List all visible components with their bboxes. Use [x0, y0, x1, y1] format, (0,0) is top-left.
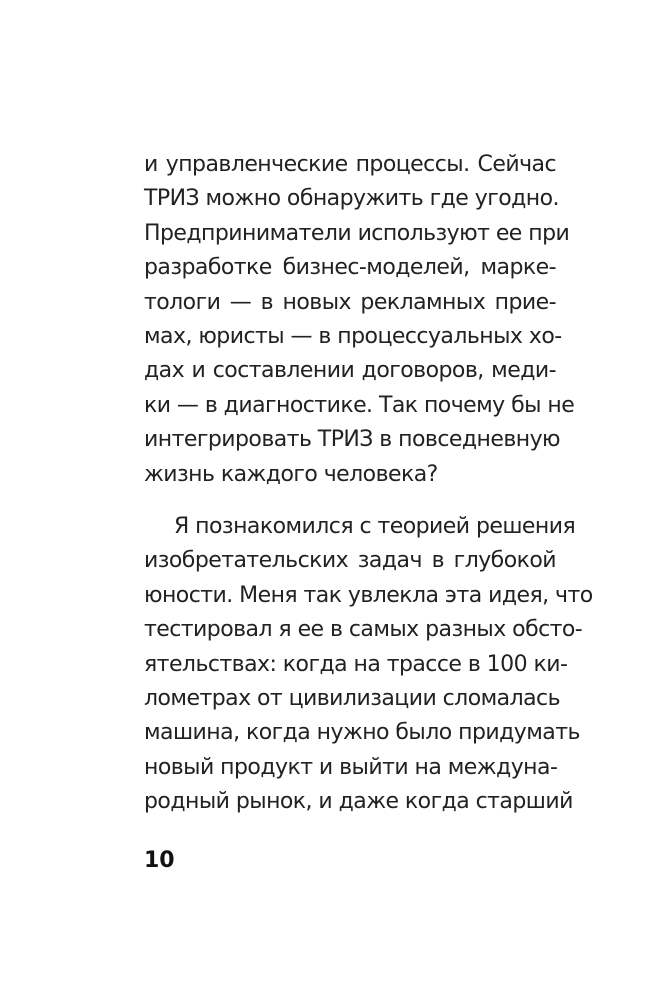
text-line: дах и составлении договоров, меди- — [144, 358, 556, 384]
text-line: ТРИЗ можно обнаружить где угодно. — [144, 186, 559, 212]
text-line: ятельствах: когда на трассе в 100 ки- — [144, 651, 568, 677]
text-line: тестировал я ее в самых разных обсто- — [144, 617, 583, 643]
text-line: и управленческие процессы. Сейчас — [144, 152, 556, 177]
text-line: жизнь каждого человека? — [144, 461, 438, 487]
text-line: машина, когда нужно было придумать — [144, 720, 580, 746]
text-line: Предприниматели используют ее при — [144, 220, 570, 246]
text-line: ки — в диагностике. Так почему бы не — [144, 392, 575, 418]
text-line: интегрировать ТРИЗ в повседневную — [144, 427, 561, 453]
page-number: 10 — [144, 848, 175, 873]
text-line: Я познакомился с теорией решения — [174, 514, 576, 539]
text-line: мах, юристы — в процессуальных хо- — [144, 323, 562, 349]
paragraph-1 — [144, 148, 575, 492]
text-line: юности. Меня так увлекла эта идея, что — [144, 582, 593, 608]
text-line: лометрах от цивилизации сломалась — [144, 685, 560, 711]
text-line: разработке бизнес-моделей, марке- — [144, 255, 556, 281]
paragraph-2 — [144, 510, 593, 820]
text-line: родный рынок, и даже когда старший — [144, 789, 573, 815]
text-line: изобретательских задач в глубокой — [144, 548, 556, 574]
text-line: тологи — в новых рекламных прие- — [144, 289, 556, 315]
text-line: новый продукт и выйти на междуна- — [144, 754, 558, 780]
